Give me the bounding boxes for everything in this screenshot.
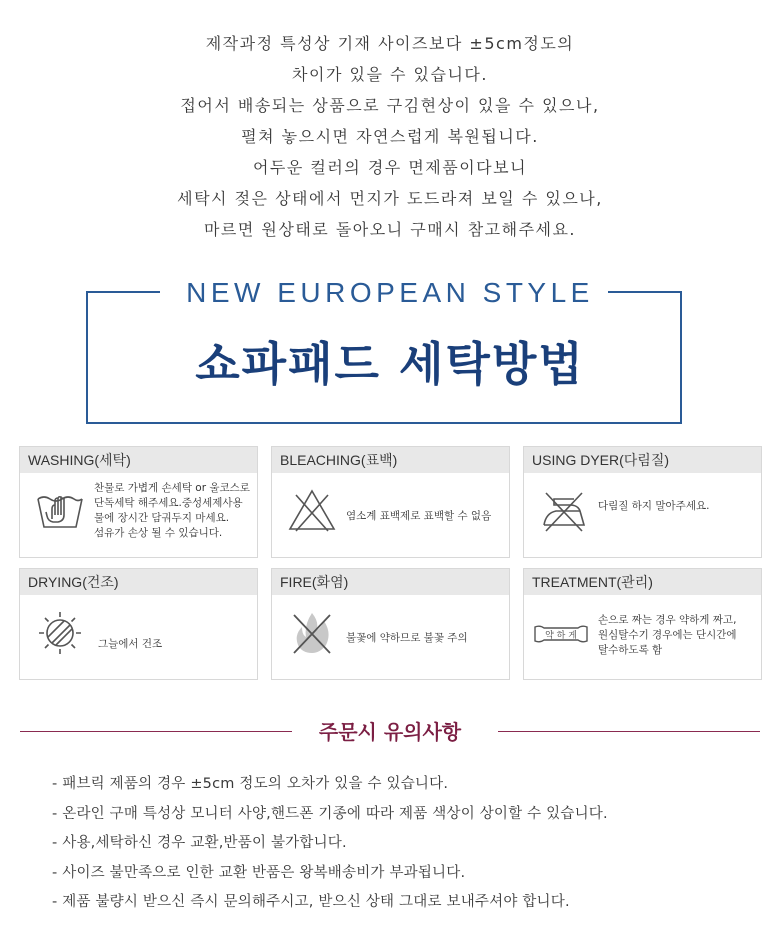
care-card-text: 찬물로 가볍게 손세탁 or 울코스로 단독세탁 해주세요.중성세제사용 물에 장시간 담궈두지 마세요. 섬유가 손상 될 수 있습니다. [94,482,250,539]
notice-item: - 제품 불량시 받으신 즉시 문의해주시고, 받으신 상태 그대로 보내주셔야 합니다. [52,894,570,910]
shade-dry-icon [34,607,86,659]
care-card-header: USING DYER(다림질) [524,447,761,473]
no-iron-icon [538,485,590,537]
care-card-treatment [523,568,762,680]
section-title: 쇼파패드 세탁방법 [195,337,585,391]
care-card-header: WASHING(세탁) [20,447,257,473]
notice-item: - 사이즈 불만족으로 인한 교환 반품은 왕복배송비가 부과됩니다. [52,864,466,881]
care-card-text: 그늘에서 건조 [98,638,163,650]
gentle-wring-label: 약 하 게 [545,631,577,641]
notice-item: - 온라인 구매 특성상 모니터 사양,핸드폰 기종에 따라 제품 색상이 상이할 수 있습니다. [52,805,608,822]
hand-wash-icon [34,485,86,537]
care-card-header: TREATMENT(관리) [524,569,761,595]
intro-line: 차이가 있을 수 있습니다. [292,65,488,84]
intro-paragraph [0,28,780,245]
intro-line: 펼쳐 놓으시면 자연스럽게 복원됩니다. [241,127,539,146]
no-fire-icon [286,607,338,659]
intro-line: 제작과정 특성상 기재 사이즈보다 ±5cm정도의 [205,34,575,53]
care-card-text: 다림질 하지 말아주세요. [598,500,710,512]
intro-line: 접어서 배송되는 상품으로 구김현상이 있을 수 있으나, [180,96,600,115]
care-card-text: 염소계 표백제로 표백할 수 없음 [346,510,492,522]
intro-line: 세탁시 젖은 상태에서 먼지가 도드라져 보일 수 있으나, [177,189,603,208]
intro-line: 어두운 컬러의 경우 면제품이다보니 [252,158,528,177]
care-card-fire [271,568,510,680]
intro-line: 마르면 원상태로 돌아오니 구매시 참고해주세요. [203,220,577,239]
style-subtitle: NEW EUROPEAN STYLE [186,277,594,308]
care-card-header: BLEACHING(표백) [272,447,509,473]
care-card-ironing [523,446,762,558]
care-card-washing [19,446,258,558]
no-bleach-icon [286,485,338,537]
notice-item: - 사용,세탁하신 경우 교환,반품이 불가합니다. [52,835,347,851]
care-card-bleaching [271,446,510,558]
care-card-text: 손으로 짜는 경우 약하게 짜고, 원심탈수기 경우에는 단시간에 탈수하도록 함 [598,614,737,656]
care-card-text: 불꽃에 약하므로 불꽃 주의 [346,632,468,644]
care-card-header: FIRE(화염) [272,569,509,595]
notice-title: 주문시 유의사항 [318,720,462,744]
care-card-header: DRYING(건조) [20,569,257,595]
gentle-wring-icon [532,623,590,645]
notice-item: - 패브릭 제품의 경우 ±5cm 정도의 오차가 있을 수 있습니다. [52,776,449,792]
notice-list [52,770,608,918]
care-card-drying [19,568,258,680]
